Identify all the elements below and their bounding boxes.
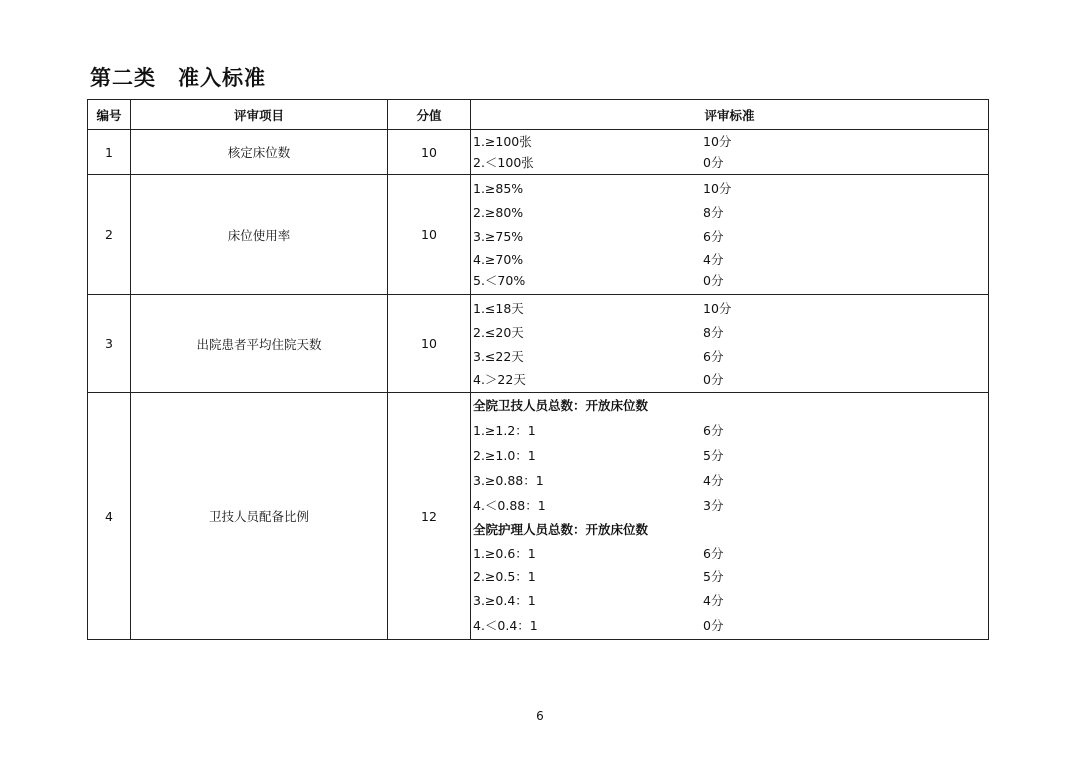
criteria-line: 2.＜100张 0分 bbox=[473, 155, 724, 170]
table-row bbox=[88, 130, 989, 175]
criteria-line: 4.＜0.88：1 3分 bbox=[473, 498, 724, 513]
criteria-line: 1.≤18天 10分 bbox=[473, 301, 732, 316]
criteria-line: 3.≥0.4：1 4分 bbox=[473, 593, 724, 608]
criteria-line: 2.≤20天 8分 bbox=[473, 325, 724, 340]
row-score: 12 bbox=[388, 393, 471, 640]
row-criteria bbox=[471, 175, 989, 295]
criteria-line: 2.≥1.0：1 5分 bbox=[473, 448, 724, 463]
criteria-table bbox=[87, 99, 989, 640]
criteria-line: 1.≥1.2：1 6分 bbox=[473, 423, 724, 438]
row-number: 1 bbox=[88, 130, 131, 175]
row-number: 3 bbox=[88, 295, 131, 393]
header-score: 分值 bbox=[388, 100, 471, 130]
page-number: 6 bbox=[536, 709, 544, 723]
criteria-line: 1.≥100张 10分 bbox=[473, 134, 732, 149]
criteria-line: 2.≥0.5：1 5分 bbox=[473, 569, 724, 584]
criteria-line: 4.≥70% 4分 bbox=[473, 252, 724, 267]
row-item: 床位使用率 bbox=[131, 175, 388, 295]
row-score: 10 bbox=[388, 130, 471, 175]
row-number: 2 bbox=[88, 175, 131, 295]
table-row bbox=[88, 175, 989, 295]
page-title: 第二类 准入标准 bbox=[90, 66, 266, 90]
row-criteria bbox=[471, 295, 989, 393]
header-number: 编号 bbox=[88, 100, 131, 130]
row-score: 10 bbox=[388, 175, 471, 295]
criteria-line: 4.＜0.4：1 0分 bbox=[473, 618, 724, 633]
table-row bbox=[88, 295, 989, 393]
row-item: 出院患者平均住院天数 bbox=[131, 295, 388, 393]
row-item: 卫技人员配备比例 bbox=[131, 393, 388, 640]
criteria-line: 3.≥0.88：1 4分 bbox=[473, 473, 724, 488]
criteria-line: 5.＜70% 0分 bbox=[473, 273, 724, 288]
criteria-line: 1.≥0.6：1 6分 bbox=[473, 546, 724, 561]
criteria-line: 3.≤22天 6分 bbox=[473, 349, 724, 364]
criteria-subtitle: 全院卫技人员总数：开放床位数 bbox=[473, 398, 649, 413]
criteria-line: 4.＞22天 0分 bbox=[473, 372, 724, 387]
header-criteria: 评审标准 bbox=[471, 100, 989, 130]
criteria-line: 3.≥75% 6分 bbox=[473, 229, 724, 244]
criteria-subtitle: 全院护理人员总数：开放床位数 bbox=[473, 522, 649, 537]
criteria-line: 2.≥80% 8分 bbox=[473, 205, 724, 220]
table-row bbox=[88, 393, 989, 640]
row-item: 核定床位数 bbox=[131, 130, 388, 175]
criteria-line: 1.≥85% 10分 bbox=[473, 181, 732, 196]
row-criteria bbox=[471, 130, 989, 175]
table-header-row bbox=[88, 100, 989, 130]
row-score: 10 bbox=[388, 295, 471, 393]
row-number: 4 bbox=[88, 393, 131, 640]
header-item: 评审项目 bbox=[131, 100, 388, 130]
row-criteria bbox=[471, 393, 989, 640]
